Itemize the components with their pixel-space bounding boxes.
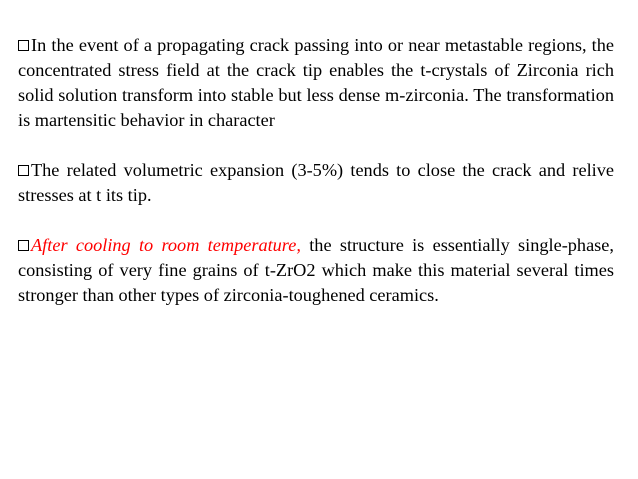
emphasized-phrase: After cooling to room temperature, [31, 235, 301, 255]
paragraph-cooling-structure [18, 233, 614, 308]
paragraph-volumetric-expansion [18, 158, 614, 208]
checkbox-square-icon [18, 40, 29, 51]
checkbox-square-icon [18, 165, 29, 176]
paragraph-text: the structure is essentially single-phase, consisting of very fine grains of t-ZrO2 which make this material several times stronger than other types of zirconia-toughened ceramics. [18, 235, 614, 305]
paragraph-text: In the event of a propagating crack passing into or near metastable regions, the concentrated stress field at the crack tip enables the t-crystals of Zirconia rich solid solution transform into stable but less dense m-zirconia. The transformation is martensitic behavior in character [18, 35, 614, 130]
paragraph-metastable-transformation [18, 33, 614, 133]
paragraph-text: The related volumetric expansion (3-5%) tends to close the crack and relive stresses at t its tip. [18, 160, 614, 205]
checkbox-square-icon [18, 240, 29, 251]
slide-body [18, 33, 614, 308]
